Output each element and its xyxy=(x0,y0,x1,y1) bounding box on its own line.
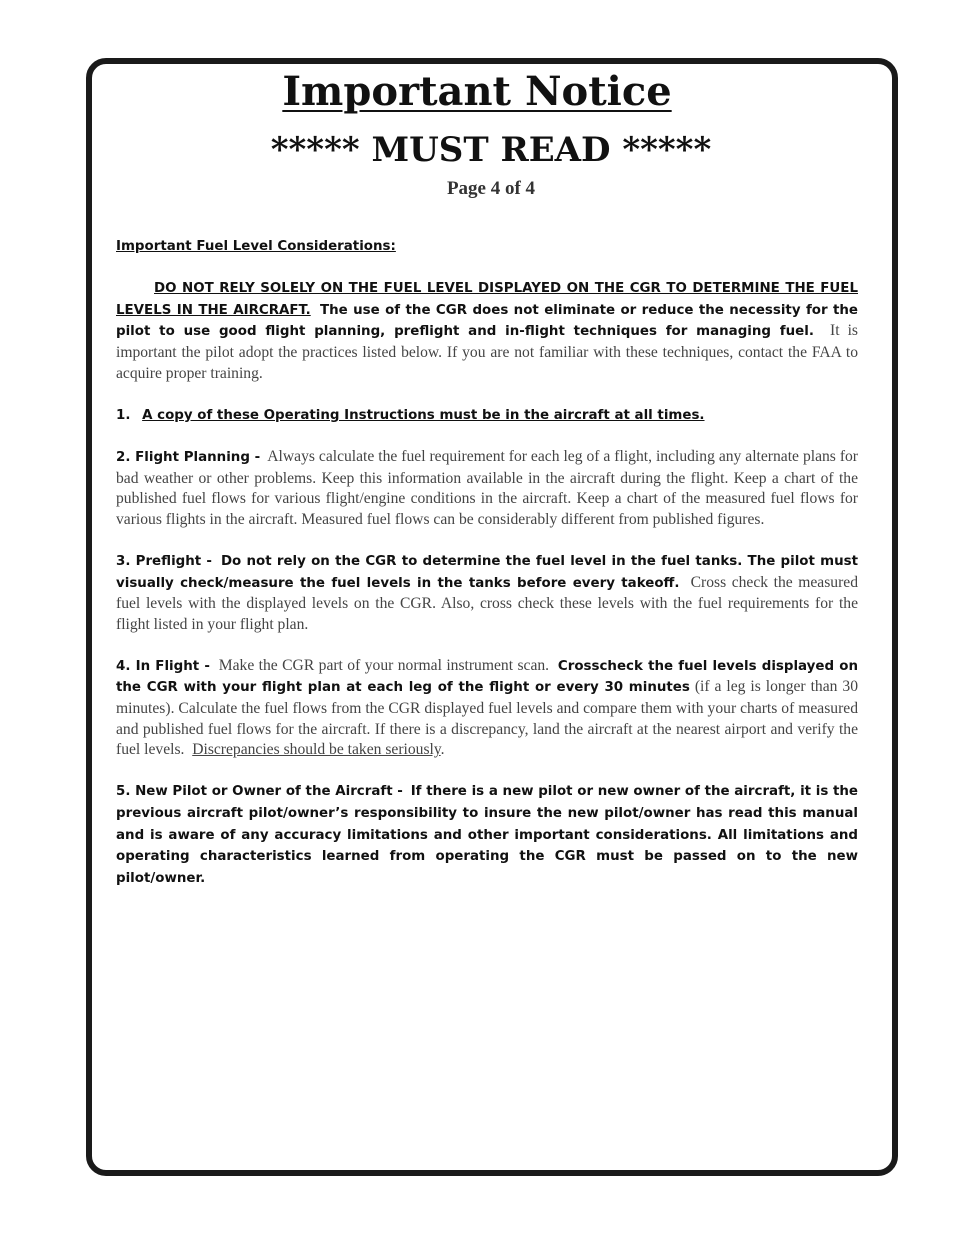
must-read-subtitle: ***** MUST READ ***** xyxy=(270,130,712,170)
item-4-underlined-text: Discrepancies should be taken seriously xyxy=(192,741,441,759)
item-5-label: 5. New Pilot or Owner of the Aircraft - xyxy=(116,784,403,800)
item-4-end: . xyxy=(440,741,445,759)
item-4-body-1: Make the CGR part of your normal instrument scan. xyxy=(218,656,550,674)
page-number: Page 4 of 4 xyxy=(446,178,536,199)
item-5 xyxy=(116,781,858,889)
intro-bold-text: The use of the CGR does not eliminate or reduce the necessity for the pilot to use good flight planning, preflight and in-flight techniques for managing fuel. xyxy=(116,302,858,340)
item-1-number: 1. xyxy=(116,407,131,423)
item-3-body: Cross check the measured fuel levels with the displayed levels on the CGR. Also, cross check these levels with the fuel requirements for the flight listed in your flight plan. xyxy=(116,573,859,633)
item-3-bold-text: Do not rely on the CGR to determine the fuel level in the fuel tanks. The pilot must visually check/measure the fuel levels in the tanks before every takeoff. xyxy=(116,553,859,591)
notice-body xyxy=(116,236,858,910)
item-4-body-2: (if a leg is longer than 30 minutes). Calculate the fuel flows from the CGR displayed fuel levels and compare them with your charts of measured and published fuel flows for the aircraft. If there is a discrepancy, land the aircraft at the nearest airport and verify the fuel levels. xyxy=(116,678,858,759)
item-1 xyxy=(116,405,858,427)
fuel-considerations-heading: Important Fuel Level Considerations: xyxy=(116,239,396,254)
item-3 xyxy=(116,551,858,635)
intro-paragraph xyxy=(116,278,858,384)
item-2 xyxy=(116,447,858,530)
item-2-body: Always calculate the fuel requirement for each leg of a flight, including any alternate plans for bad weather or other problems. Keep this information available in the aircraft during the flight. Keep a chart of the published fuel flows for various flight/engine conditions in the aircraft. Keep a chart of the measured fuel flows for various flights in the aircraft. Measured fuel flows can be considerably different from published figures. xyxy=(116,447,859,528)
item-5-bold-text: If there is a new pilot or new owner of the aircraft, it is the previous aircraft pilot/owner’s responsibility to insure the new pilot/owner has read this manual and is aware of any accuracy limitations and other important considerations. All limitations and operating characteristics learned from operating the CGR must be passed on to the new pilot/owner. xyxy=(116,784,859,886)
item-4-bold-text: Crosscheck the fuel levels displayed on the CGR with your flight plan at each leg of the flight or every 30 minutes xyxy=(116,658,858,696)
section-heading xyxy=(116,236,858,258)
item-2-label: 2. Flight Planning - xyxy=(116,449,261,465)
item-4-label: 4. In Flight - xyxy=(116,658,210,674)
page-title: Important Notice xyxy=(282,68,672,115)
intro-body: It is important the pilot adopt the practices listed below. If you are not familiar with these techniques, contact the FAA to acquire proper training. xyxy=(116,322,859,382)
intro-warning: DO NOT RELY SOLELY ON THE FUEL LEVEL DISPLAYED ON THE CGR TO DETERMINE THE FUEL LEVELS IN THE AIRCRAFT. xyxy=(116,281,858,318)
item-3-label: 3. Preflight - xyxy=(116,553,212,569)
item-4 xyxy=(116,656,858,761)
item-1-text: A copy of these Operating Instructions must be in the aircraft at all times. xyxy=(142,407,705,423)
